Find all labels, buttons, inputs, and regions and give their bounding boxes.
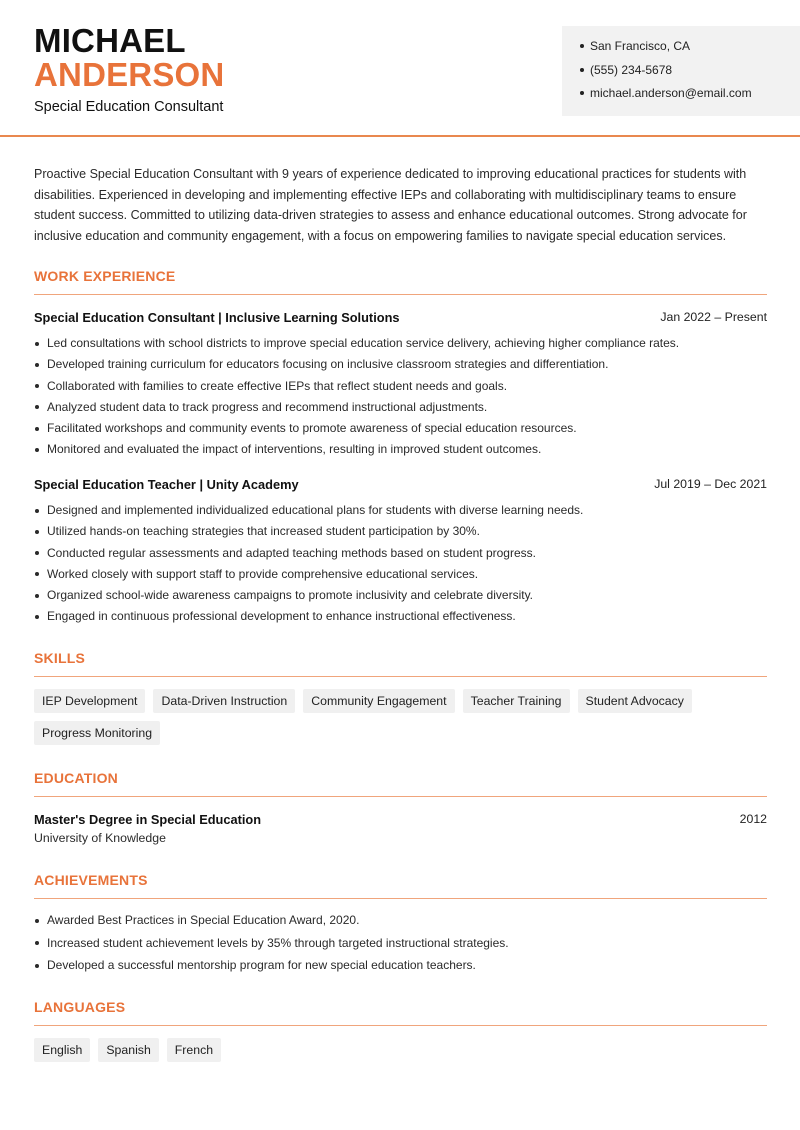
contact-email: michael.anderson@email.com [580,84,800,108]
job-dates: Jan 2022 – Present [660,310,767,324]
list-item: Awarded Best Practices in Special Education Award, 2020. [34,912,767,935]
list-item: Utilized hands-on teaching strategies that increased student participation by 30%. [34,523,767,544]
degree-name: Master's Degree in Special Education [34,812,262,827]
skill-chip: Community Engagement [303,689,454,713]
list-item: Facilitated workshops and community events to promote awareness of special education resources. [34,420,767,441]
achievements-list [34,912,767,980]
language-chip: French [167,1038,221,1062]
job-header [34,477,767,495]
list-item: Analyzed student data to track progress and recommend instructional adjustments. [34,399,767,420]
job-title: Special Education Consultant [34,99,224,115]
job-header [34,310,767,328]
languages-list [34,1038,767,1062]
contact-phone: (555) 234-5678 [580,61,800,85]
section-title-education: EDUCATION [34,770,767,797]
list-item: Designed and implemented individualized educational plans for students with diverse learning needs. [34,502,767,523]
list-item: Worked closely with support staff to provide comprehensive educational services. [34,566,767,587]
graduation-year: 2012 [739,812,767,826]
section-title-languages: LANGUAGES [34,999,767,1026]
school-name: University of Knowledge [34,831,166,845]
contact-box [562,26,800,116]
skills-list [34,689,767,745]
list-item: Led consultations with school districts to improve special education service delivery, achieving higher compliance rates. [34,335,767,356]
list-item: Organized school-wide awareness campaigns to promote inclusivity and celebrate diversity. [34,587,767,608]
language-chip: Spanish [98,1038,158,1062]
first-name: MICHAEL [34,22,186,59]
contact-location: San Francisco, CA [580,37,800,61]
list-item: Conducted regular assessments and adapted teaching methods based on student progress. [34,545,767,566]
job-role: Special Education Consultant | Inclusive Learning Solutions [34,310,400,325]
job-dates: Jul 2019 – Dec 2021 [654,477,767,491]
skill-chip: Data-Driven Instruction [153,689,295,713]
resume-header [0,0,800,137]
list-item: Developed training curriculum for educators focusing on inclusive classroom strategies and differentiation. [34,356,767,377]
job-bullets [34,502,767,630]
section-title-work: WORK EXPERIENCE [34,268,767,295]
list-item: Increased student achievement levels by 35% through targeted instructional strategies. [34,935,767,958]
summary-paragraph: Proactive Special Education Consultant with 9 years of experience dedicated to improving educational practices for students with disabilities. Experienced in developing and implementing effective IEPs and collaborating with multidisciplinary teams to ensure student success. Committed to utilizing data-driven strategies to assess and enhance educational outcomes. Strong advocate for inclusive education and community engagement, with a focus on empowering families to navigate special education services. [34,167,747,243]
skill-chip: Student Advocacy [578,689,692,713]
list-item: Developed a successful mentorship program for new special education teachers. [34,957,767,980]
last-name: ANDERSON [34,56,225,93]
skill-chip: Progress Monitoring [34,721,160,745]
job-role: Special Education Teacher | Unity Academy [34,477,299,492]
list-item: Collaborated with families to create effective IEPs that reflect student needs and goals. [34,378,767,399]
skill-chip: Teacher Training [463,689,570,713]
list-item: Monitored and evaluated the impact of interventions, resulting in improved student outcomes. [34,441,767,462]
skill-chip: IEP Development [34,689,145,713]
section-title-skills: SKILLS [34,650,767,677]
list-item: Engaged in continuous professional development to enhance instructional effectiveness. [34,608,767,629]
section-title-achievements: ACHIEVEMENTS [34,872,767,899]
job-bullets [34,335,767,463]
language-chip: English [34,1038,90,1062]
